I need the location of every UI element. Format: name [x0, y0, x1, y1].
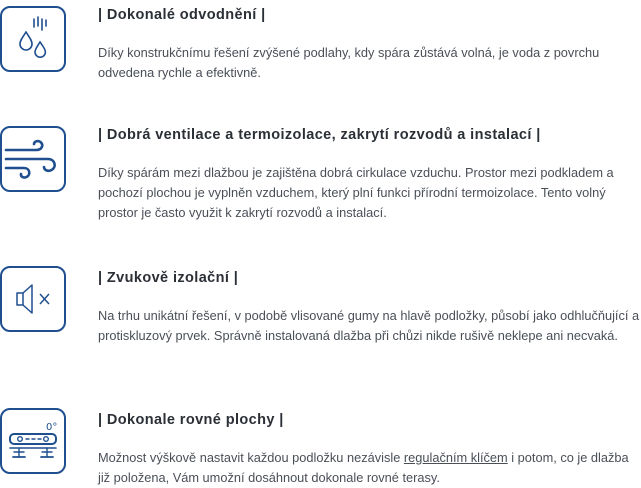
adjustment-key-link[interactable]: regulačním klíčem — [403, 450, 508, 465]
level-pedestal-icon — [0, 408, 66, 474]
description-text: i potom, co je dlažba již položena, Vám umožní dosáhnout dokonale rovné terasy. — [98, 450, 629, 485]
wind-icon — [0, 126, 66, 192]
feature-title: | Dobrá ventilace a termoizolace, zakrytí rozvodů a instalací | — [98, 127, 541, 143]
water-drops-icon — [0, 6, 66, 72]
level-degree-label: 0° — [46, 422, 58, 433]
speaker-mute-icon — [0, 266, 66, 332]
feature-description: Díky konstrukčnímu řešení zvýšené podlahy, kdy spára zůstává volná, je voda z povrchu odvedena rychle a efektivně. — [98, 45, 600, 80]
feature-title: | Zvukově izolační | — [98, 270, 239, 286]
feature-title: | Dokonalé odvodnění | — [98, 7, 266, 23]
feature-title: | Dokonale rovné plochy | — [98, 412, 284, 428]
feature-description — [98, 448, 641, 488]
feature-description: Na trhu unikátní řešení, v podobě vlisované gumy na hlavě podložky, působí jako odhlučňující a protiskluzový prvek. Správně instalovaná dlažba při chůzi nikde rušivě neklepe ani necvaká. — [98, 308, 640, 343]
feature-description: Díky spárám mezi dlažbou je zajištěna dobrá cirkulace vzduchu. Prostor mezi podkladem a pochozí plochou je vyplněn vzduchem, který plní funkci přírodní termoizolace. Tento volný prostor je často využit k zakrytí rozvodů a instalací. — [98, 165, 614, 220]
description-text: Možnost výškově nastavit každou podložku nezávisle — [98, 450, 404, 465]
